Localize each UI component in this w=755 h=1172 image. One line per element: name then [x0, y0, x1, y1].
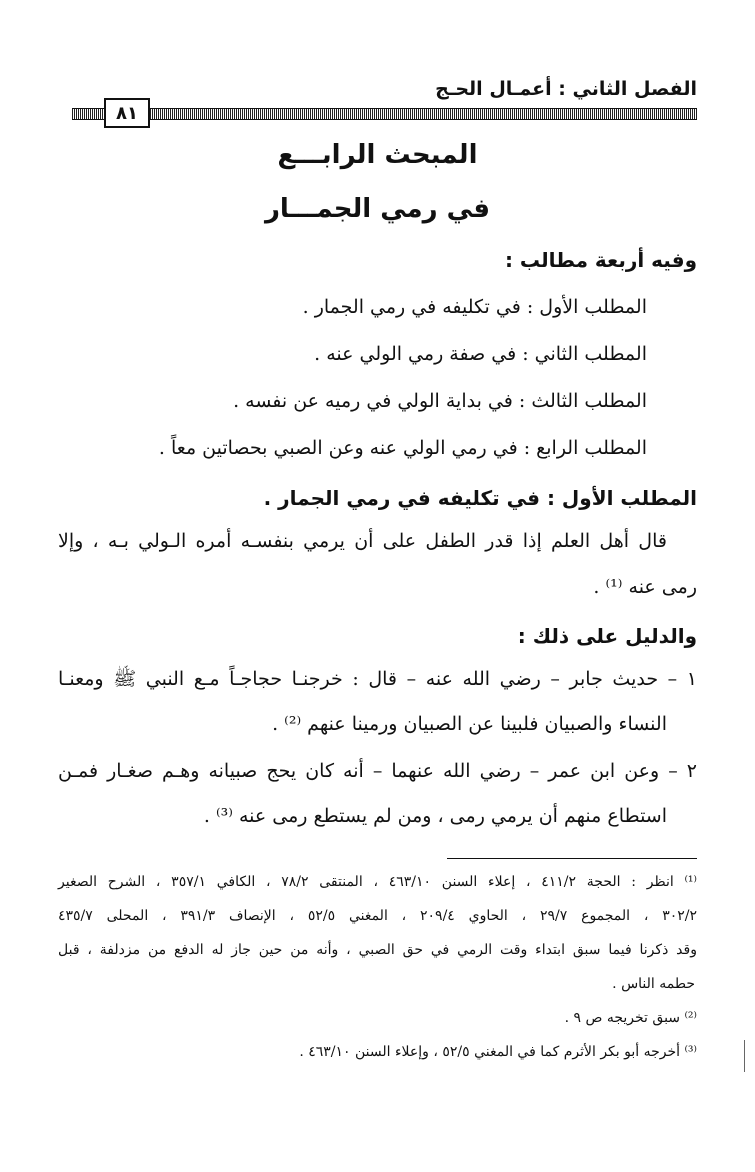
- evidence-2-line-1: ٢ – وعن ابن عمر – رضي الله عنهما – أنه كان يحج صبيانه وهـم صغـار فمـن: [58, 760, 697, 782]
- evidence-heading: والدليل على ذلك :: [517, 624, 697, 648]
- header-rule: [72, 108, 697, 120]
- footnote-1-line-3: وقد ذكرنا فيما سبق ابتداء وقت الرمي في حق الصبي ، وأنه من حين جاز له الدفع من مزدلفة ، قبل: [58, 942, 697, 958]
- toc-item-1: المطلب الأول : في تكليفه في رمي الجمار .: [302, 296, 647, 318]
- paragraph-line-2: رمى عنه ⁽¹⁾ .: [593, 576, 697, 598]
- footnote-1-line-1: ⁽¹⁾ انظر : الحجة ٤١١/٢ ، إعلاء السنن ٤٦٣/١٠ ، المنتقى ٧٨/٢ ، الكافي ٣٥٧/١ ، الشرح الصغير: [58, 874, 697, 890]
- chapter-section-subtitle: في رمي الجمـــار: [264, 194, 491, 224]
- toc-item-2: المطلب الثاني : في صفة رمي الولي عنه .: [314, 343, 647, 365]
- chapter-section-title: المبحث الرابـــع: [277, 140, 478, 170]
- evidence-2-line-2: استطاع منهم أن يرمي رمى ، ومن لم يستطع رمى عنه ⁽³⁾ .: [203, 805, 667, 827]
- footnote-2: ⁽²⁾ سبق تخريجه ص ٩ .: [564, 1010, 697, 1026]
- running-header: الفصل الثاني : أعمـال الحـج: [435, 78, 697, 100]
- footnote-3: ⁽³⁾ أخرجه أبو بكر الأثرم كما في المغني ٥٢/٥ ، وإعلاء السنن ٤٦٣/١٠ .: [299, 1044, 697, 1060]
- evidence-1-line-1: ١ – حديث جابر – رضي الله عنه – قال : خرجنـا حجاجـاً مـع النبي ﷺ ومعنـا: [58, 668, 697, 690]
- toc-item-3: المطلب الثالث : في بداية الولي في رميه عن نفسه .: [233, 390, 647, 412]
- evidence-1-line-2: النساء والصبيان فلبينا عن الصبيان ورمينا عنهم ⁽²⁾ .: [272, 713, 667, 735]
- footnote-1-line-2: ٣٠٢/٢ ، المجموع ٢٩/٧ ، الحاوي ٢٠٩/٤ ، المغني ٥٢/٥ ، الإنصاف ٣٩١/٣ ، المحلى ٤٣٥/٧: [58, 908, 698, 924]
- toc-item-4: المطلب الرابع : في رمي الولي عنه وعن الصبي بحصاتين معاً .: [158, 437, 647, 459]
- page-edge-mark: [744, 1040, 748, 1072]
- footnote-1-line-4: حطمه الناس .: [612, 976, 695, 992]
- page-number: ٨١: [104, 98, 150, 128]
- footnote-separator: [447, 858, 697, 859]
- section-heading: المطلب الأول : في تكليفه في رمي الجمار .: [263, 486, 697, 510]
- intro-line: وفيه أربعة مطالب :: [504, 248, 697, 272]
- paragraph-line-1: قال أهل العلم إذا قدر الطفل على أن يرمي بنفسـه أمره الـولي بـه ، وإلا: [58, 530, 667, 552]
